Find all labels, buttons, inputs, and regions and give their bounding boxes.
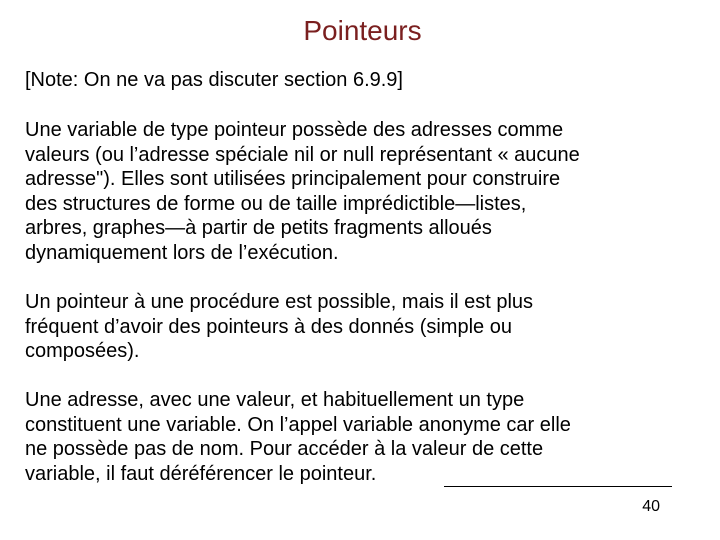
paragraph-line: valeurs (ou l’adresse spéciale nil or null représentant « aucune [25, 143, 580, 166]
paragraph-line: dynamiquement lors de l’exécution. [25, 241, 339, 264]
paragraph-line: Une adresse, avec une valeur, et habituellement un type [25, 389, 525, 411]
paragraph-line: Un pointeur à une procédure est possible, mais il est plus [25, 291, 534, 313]
footer-divider [444, 486, 672, 487]
paragraph-anonymous-variable [25, 388, 705, 486]
paragraph-line: fréquent d’avoir des pointeurs à des donnés (simple ou [25, 315, 512, 338]
paragraph-line: Une variable de type pointeur possède des adresses comme [25, 119, 564, 141]
paragraph-line: arbres, graphes—à partir de petits fragments alloués [25, 217, 492, 239]
paragraph-line: constituent une variable. On l’appel variable anonyme car elle [25, 413, 571, 436]
note-text: [Note: On ne va pas discuter section 6.9.9] [25, 69, 403, 91]
paragraph-procedure-pointer [25, 290, 705, 364]
paragraph-pointer-variable [25, 118, 705, 265]
paragraph-line: ne possède pas de nom. Pour accéder à la valeur de cette [25, 438, 544, 460]
paragraph-line: variable, il faut déréférencer le pointeur. [25, 462, 377, 485]
slide-title: Pointeurs [303, 15, 422, 46]
paragraph-line: composées). [25, 340, 140, 362]
page-number: 40 [642, 498, 660, 515]
paragraph-line: des structures de forme ou de taille imprédictible—listes, [25, 192, 527, 215]
paragraph-line: adresse"). Elles sont utilisées principalement pour construire [25, 168, 561, 190]
